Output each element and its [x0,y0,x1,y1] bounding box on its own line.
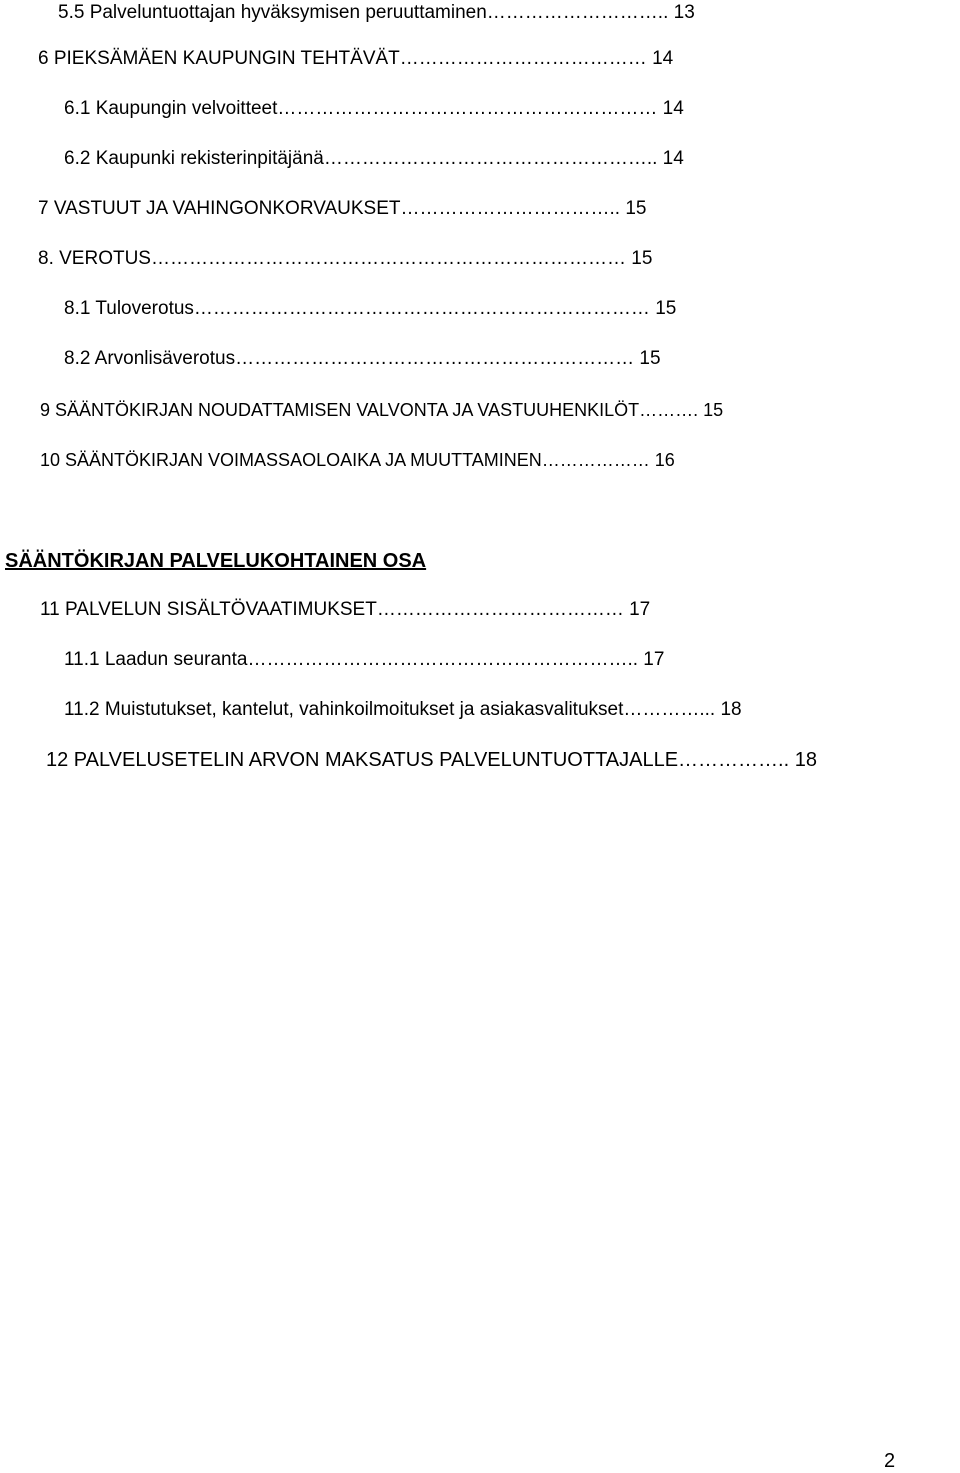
toc-entry: 5.5 Palveluntuottajan hyväksymisen peruuttaminen……………………….. 13 [58,2,695,23]
toc-entry: 6.1 Kaupungin velvoitteet…………………………………………………… 14 [64,98,684,119]
toc-entry: 10 SÄÄNTÖKIRJAN VOIMASSAOLOAIKA JA MUUTTAMINEN……………… 16 [40,450,675,470]
toc-entry: 7 VASTUUT JA VAHINGONKORVAUKSET…………………………….. 15 [38,198,647,219]
toc-entry: 8.2 Arvonlisäverotus……………………………………………………… 15 [64,348,661,369]
toc-entry: 6 PIEKSÄMÄEN KAUPUNGIN TEHTÄVÄT………………………………… 14 [38,48,674,69]
toc-entry: 8.1 Tuloverotus……………………………………………………………… 15 [64,298,677,319]
toc-entry: 12 PALVELUSETELIN ARVON MAKSATUS PALVELUNTUOTTAJALLE…………….. 18 [46,749,817,771]
toc-entry: 11.2 Muistutukset, kantelut, vahinkoilmoitukset ja asiakasvalitukset…………... 18 [64,699,742,720]
toc-entry: 11 PALVELUN SISÄLTÖVAATIMUKSET………………………………… 17 [40,599,651,620]
toc-entry: 11.1 Laadun seuranta…………………………………………………….. 17 [64,649,665,670]
toc-entry: 8. VEROTUS………………………………………………………………… 15 [38,248,653,269]
toc-entry: 6.2 Kaupunki rekisterinpitäjänä…………………………………………….. 14 [64,148,684,169]
toc-entry: 9 SÄÄNTÖKIRJAN NOUDATTAMISEN VALVONTA JA VASTUUHENKILÖT………. 15 [40,400,724,420]
section-heading: SÄÄNTÖKIRJAN PALVELUKOHTAINEN OSA [5,550,427,572]
page-number: 2 [884,1450,896,1472]
